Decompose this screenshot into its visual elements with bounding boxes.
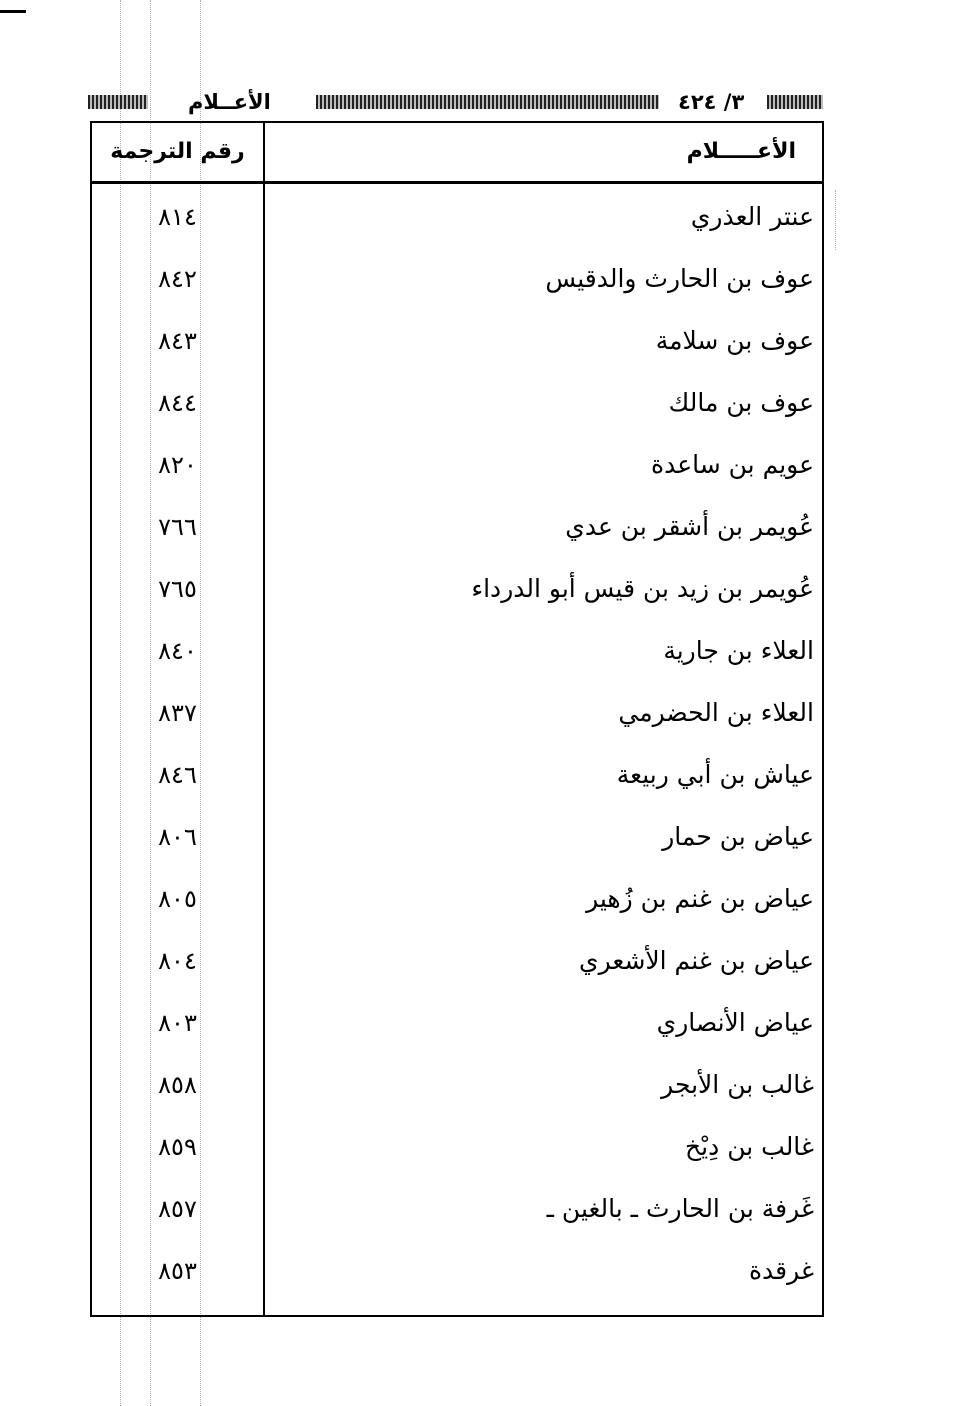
entry-name: عوف بن مالك [668, 388, 814, 417]
table-row [92, 186, 822, 248]
table-row [92, 248, 822, 310]
column-header-name: الأعـــــلام [686, 139, 796, 164]
entry-name: غرقدة [748, 1256, 814, 1285]
entry-number: ٨٤٢ [158, 265, 197, 293]
entry-name: غَرفة بن الحارث ـ بالغين ـ [546, 1194, 814, 1223]
entry-name: عياض بن حمار [662, 822, 814, 851]
table-row [92, 1054, 822, 1116]
entry-number: ٨٠٤ [158, 947, 197, 975]
entry-name: غالب بن دِيْخ [685, 1132, 814, 1161]
entry-number: ٧٦٥ [158, 575, 197, 603]
header-ornament-middle [316, 95, 659, 109]
entry-name: عوف بن الحارث والدقيس [545, 264, 814, 293]
index-table [90, 121, 824, 1317]
column-header-number: رقم الترجمة [110, 139, 245, 164]
page-title: الأعــلام [188, 90, 271, 114]
corner-scan-mark [0, 10, 26, 13]
entry-name: عياض بن غنم بن زُهير [586, 884, 814, 913]
table-row [92, 992, 822, 1054]
entry-number: ٨٤٤ [158, 389, 197, 417]
page-header [88, 88, 823, 116]
entry-number: ٨٤٠ [158, 637, 197, 665]
entry-name: غالب بن الأبجر [661, 1070, 814, 1099]
table-row [92, 372, 822, 434]
entry-name: عوف بن سلامة [655, 326, 814, 355]
entry-number: ٨٢٠ [158, 451, 197, 479]
entry-name: عياش بن أبي ربيعة [616, 760, 814, 789]
entry-number: ٨٠٦ [158, 823, 197, 851]
entry-number: ٧٦٦ [158, 513, 197, 541]
page-number: ٣/ ٤٢٤ [678, 90, 745, 114]
entry-name: العلاء بن جارية [663, 636, 814, 665]
entry-number: ٨١٤ [158, 203, 197, 231]
entry-number: ٨٥٩ [158, 1133, 197, 1161]
entry-name: عياض الأنصاري [656, 1008, 814, 1037]
table-row [92, 744, 822, 806]
entry-number: ٨٠٣ [158, 1009, 197, 1037]
table-row [92, 434, 822, 496]
table-row [92, 620, 822, 682]
table-row [92, 930, 822, 992]
entry-name: عويم بن ساعدة [650, 450, 814, 479]
entry-number: ٨٣٧ [158, 699, 197, 727]
table-row [92, 1116, 822, 1178]
table-row [92, 1240, 822, 1302]
table-row [92, 558, 822, 620]
entry-name: عنتر العذري [690, 202, 814, 231]
entry-number: ٨٥٨ [158, 1071, 197, 1099]
table-row [92, 682, 822, 744]
entry-name: العلاء بن الحضرمي [618, 698, 814, 727]
entry-name: عياض بن غنم الأشعري [579, 946, 814, 975]
entry-number: ٨٠٥ [158, 885, 197, 913]
entry-number: ٨٤٦ [158, 761, 197, 789]
entry-number: ٨٥٧ [158, 1195, 197, 1223]
scan-dotted-line [835, 190, 836, 250]
table-row [92, 868, 822, 930]
header-ornament-left [88, 95, 148, 109]
table-row [92, 496, 822, 558]
table-row [92, 806, 822, 868]
table-row [92, 310, 822, 372]
header-ornament-right [767, 95, 823, 109]
header-divider [92, 181, 822, 184]
entry-number: ٨٤٣ [158, 327, 197, 355]
entry-number: ٨٥٣ [158, 1257, 197, 1285]
entry-name: عُويمر بن زيد بن قيس أبو الدرداء [471, 574, 814, 603]
entry-name: عُويمر بن أشقر بن عدي [565, 512, 814, 541]
table-row [92, 1178, 822, 1240]
